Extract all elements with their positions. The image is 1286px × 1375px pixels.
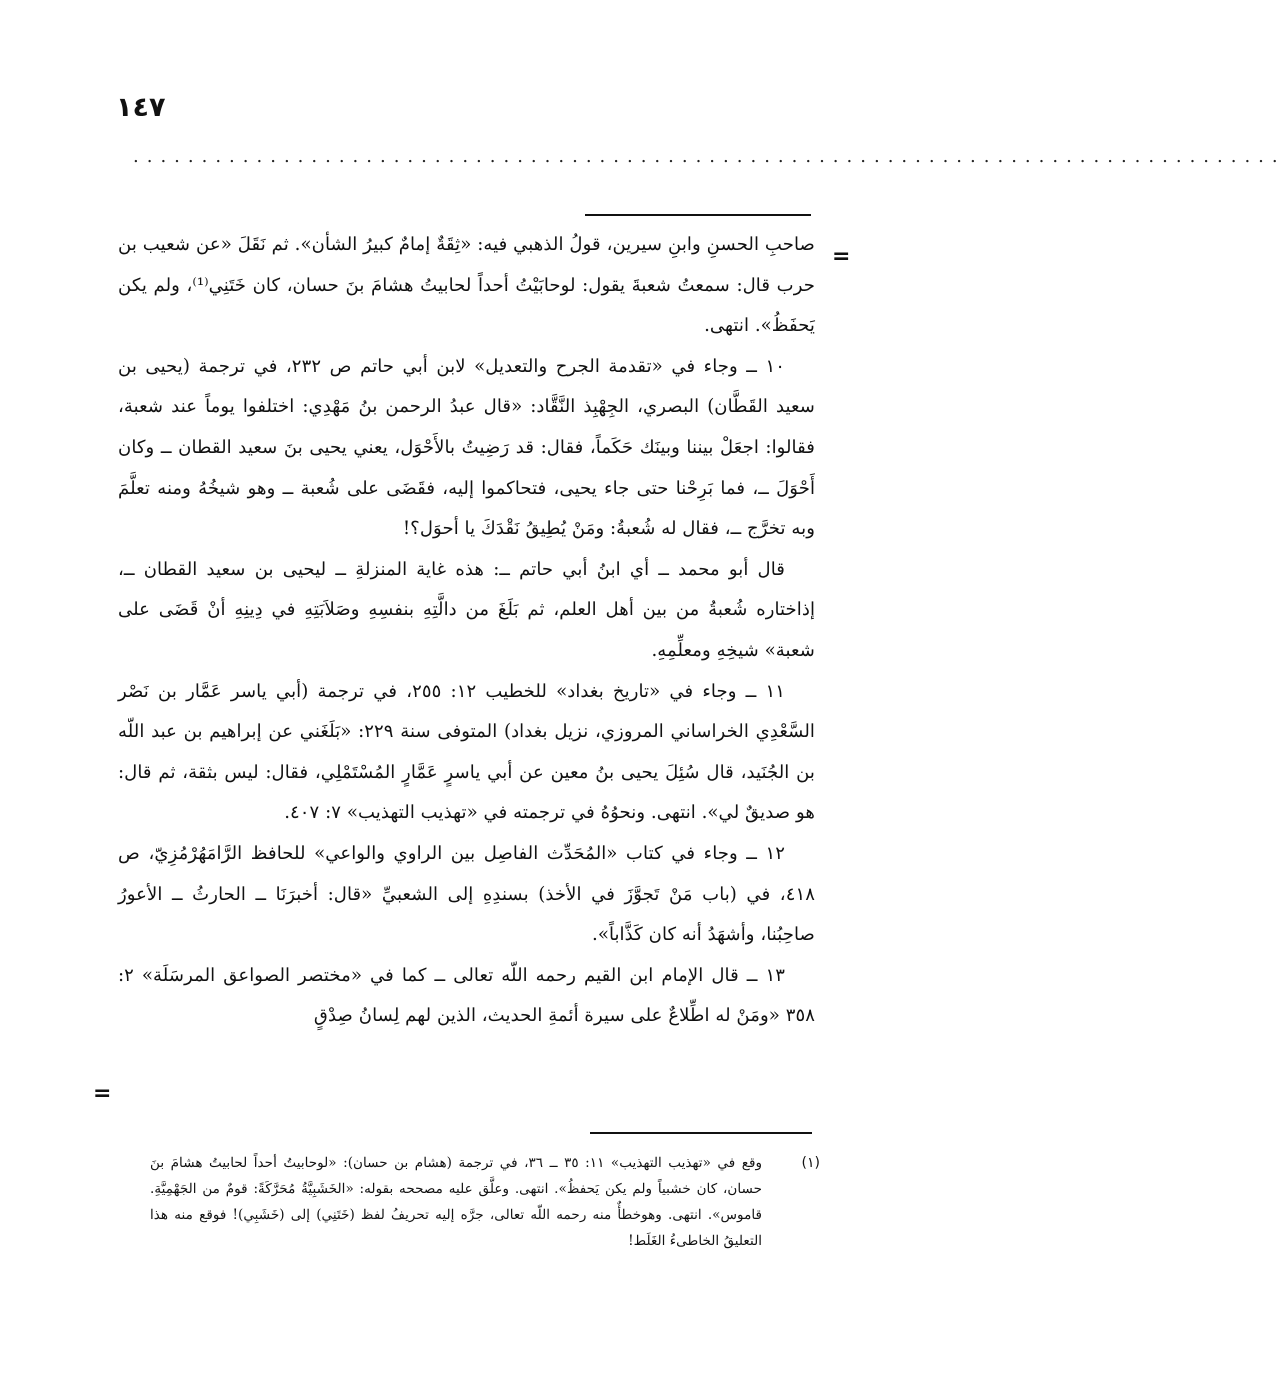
paragraph: صاحبِ الحسنِ وابنِ سيرين، قولُ الذهبي فيه: «ثِقَةٌ إمامٌ كبيرُ الشأن». ثم نَقَلَ «عن شعيب بن حرب قال: سمعتُ شعبةَ يقول: لوحابَيْتُ أحداً لحابيتُ هشامَ بنَ حسان، كان خَتَنِي⁽¹⁾، ولم يكن يَحفَظُ». انتهى. xyxy=(118,234,815,337)
main-text xyxy=(118,225,815,1037)
header-dotted-rule: .................................................................................... xyxy=(133,146,1286,167)
paragraph: ١٢ ــ وجاء في كتاب «المُحَدِّث الفاصِل بين الراوي والواعي» للحافظ الرَّامَهُرْمُزِيّ، ص ٤١٨، في (باب مَنْ تَجوَّزَ في الأخذ) بسندِهِ إلى الشعبيِّ «قال: أخبرَنَا ــ الحارثُ ــ الأعورُ صاحِبُنا، وأشهَدُ أنه كان كَذَّاباً». xyxy=(118,842,815,946)
footnote xyxy=(150,1150,820,1254)
continuation-mark-bottom: = xyxy=(93,1081,112,1106)
paragraph: ١٠ ــ وجاء في «تقدمة الجرح والتعديل» لابن أبي حاتم ص ٢٣٢، في ترجمة (يحيى بن سعيد القَطَّان) البصري، الجِهْبِذ النَّقَّاد: «قال عبدُ الرحمن بنُ مَهْدِي: اختلفوا يوماً عند شعبة، فقالوا: اجعَلْ بيننا وبينَك حَكَماً، فقال: قد رَضِيتُ بالأَحْوَل، يعني يحيى بنَ سعيد القطان ــ وكان أَحْوَلَ ــ، فما بَرِحْنا حتى جاء يحيى، فتحاكموا إليه، فقَضَى على شُعبة ــ وهو شيخُهُ ومنه تعلَّمَ وبه تخرَّج ــ، فقال له شُعبةُ: ومَنْ يُطِيقُ نَقْدَكَ يا أحوَل؟! xyxy=(118,355,815,540)
footnote-text: وقع في «تهذيب التهذيب» ١١: ٣٥ ــ ٣٦، في ترجمة (هشام بن حسان): «لوحابيتُ أحداً لحابيتُ هشامَ بنَ حسان، كان خشبياً ولم يكن يَحفظُ». انتهى. وعلَّق عليه مصححه بقوله: «الخَشَبِيَّةُ مُحَرَّكَةً: قومٌ من الجَهْمِيَّةِ. قاموس». انتهى. وهوخطأٌ منه رحمه اللّه تعالى، جرَّه إليه تحريفُ لفظ (خَتَنِي) إلى (خَشَبِي)! فوقع منه هذا التعليقُ الخاطىءُ الغَلَط! xyxy=(150,1155,763,1249)
paragraph: ١٣ ــ قال الإمام ابن القيم رحمه اللّه تعالى ــ كما في «مختصر الصواعق المرسَلَة» ٢: ٣٥٨ «ومَنْ له اطِّلاعٌ على سيرة أئمةِ الحديث، الذين لهم لِسانُ صِدْقٍ xyxy=(118,964,815,1027)
footnote-number: (١) xyxy=(801,1155,820,1171)
top-rule xyxy=(585,214,811,216)
page-number: ١٤٧ xyxy=(116,92,166,123)
paragraph: ١١ ــ وجاء في «تاريخ بغداد» للخطيب ١٢: ٢٥٥، في ترجمة (أبي ياسر عَمَّار بن نَصْر السَّعْدِي الخراساني المروزي، نزيل بغداد) المتوفى سنة ٢٢٩: «بَلَغَني عن إبراهيم بن عبد اللّه بن الجُنَيد، قال سُئِلَ يحيى بنُ معين عن أبي ياسرٍ عَمَّارٍ المُسْتَمْلِي، فقال: ليس بثقة، ثم قال: هو صديقٌ لي». انتهى. ونحوُهُ في ترجمته في «تهذيب التهذيب» ٧: ٤٠٧. xyxy=(118,680,815,824)
footnote-rule xyxy=(590,1132,812,1134)
continuation-mark-top: = xyxy=(832,244,851,269)
paragraph: قال أبو محمد ــ أي ابنُ أبي حاتم ــ: هذه غاية المنزلةِ ــ ليحيى بن سعيد القطان ــ، إذاختاره شُعبةُ من بين أهل العلم، ثم بَلَغَ من دالَّتِهِ بنفسِهِ وصَلاَبَتِهِ في دِينِهِ أنْ قَضَى على شعبة» شيخِهِ ومعلِّمِهِ. xyxy=(118,558,815,661)
